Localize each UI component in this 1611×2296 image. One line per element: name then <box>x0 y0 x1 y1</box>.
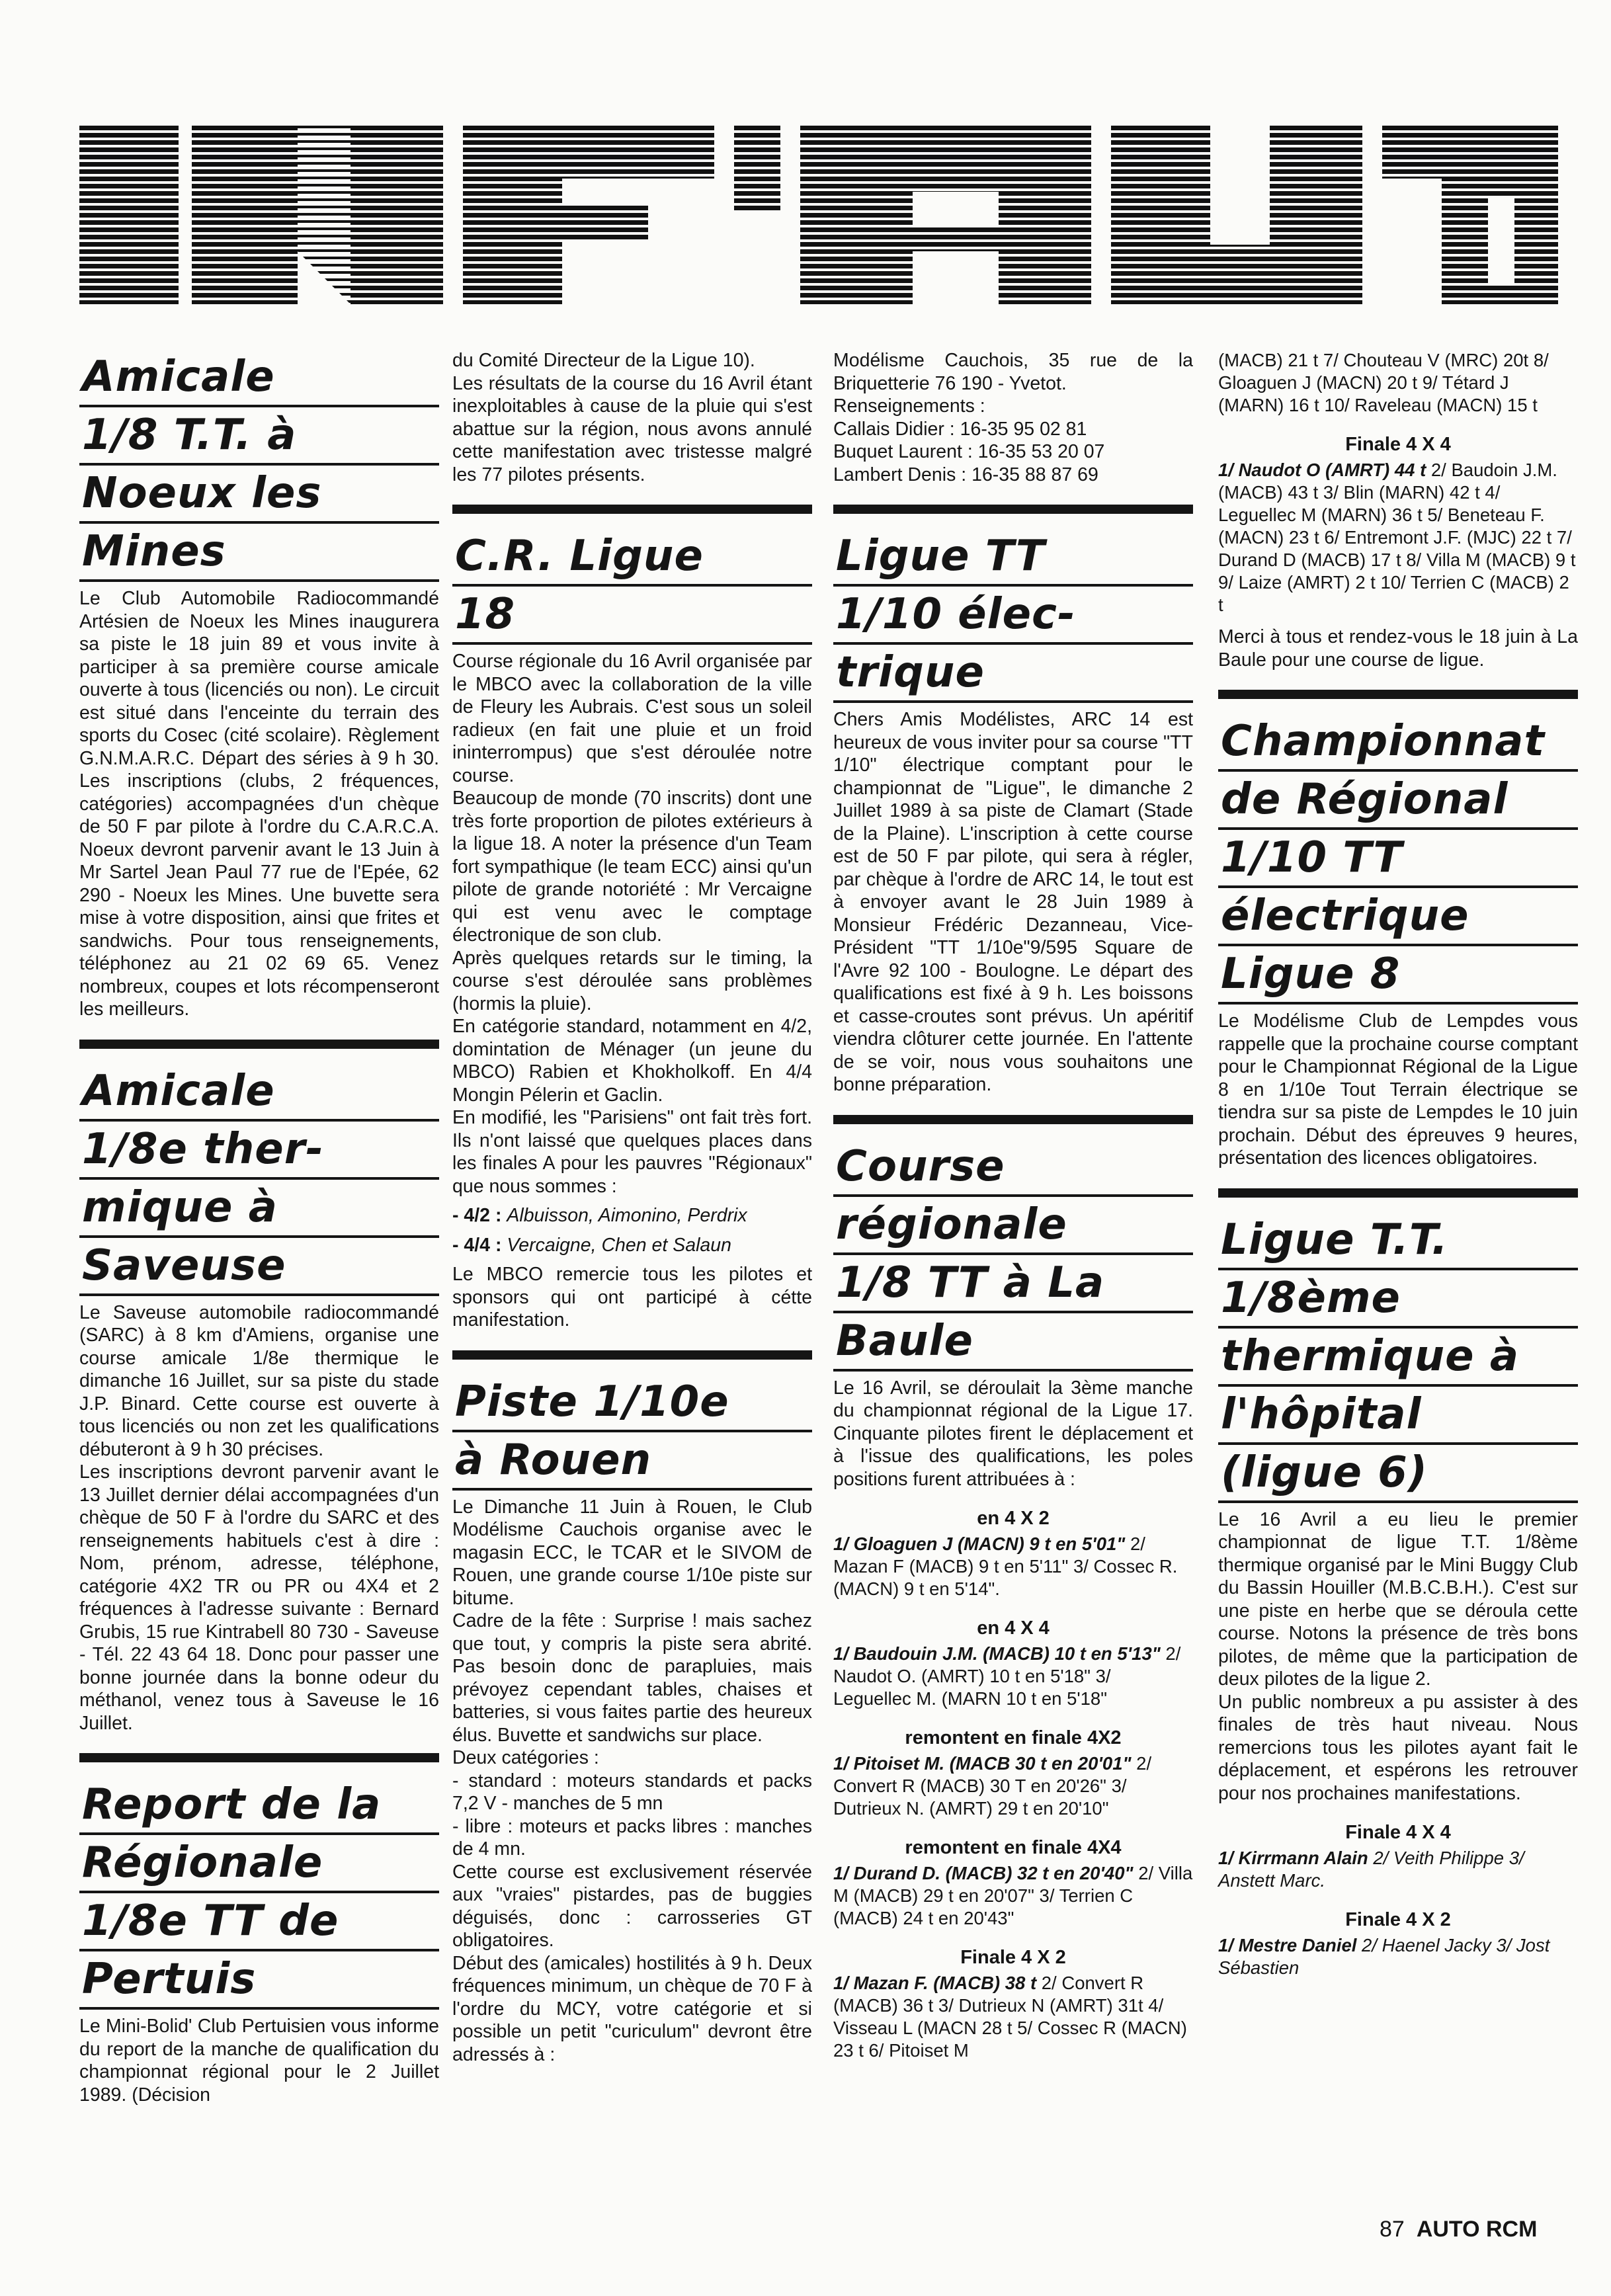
result-line: - 4/4 : Vercaigne, Chen et Salaun <box>452 1234 731 1256</box>
result-line: - 4/2 : Albuisson, Aimonino, Perdrix <box>452 1205 747 1226</box>
section-divider <box>1218 1188 1578 1198</box>
masthead-logo <box>79 126 1558 304</box>
headline-amicale-saveuse: Amicale 1/8e ther- mique à Saveuse <box>79 1063 439 1296</box>
results: 1/ Pitoiset M. (MACB 30 t en 20'01" 2/ Convert R (MACB) 30 T en 20'26" 3/ Dutrieux N. (AMRT) 29 t en 20'10" <box>833 1753 1152 1819</box>
headline-ligue-tt-hopital: Ligue T.T. 1/8ème thermique à l'hôpital (ligue 6) <box>1218 1212 1578 1503</box>
headline-ligue-tt-electrique: Ligue TT 1/10 élec- trique <box>833 528 1193 703</box>
headline-report-pertuis: Report de la Régionale 1/8e TT de Pertuis <box>79 1777 439 2010</box>
page-number: 87 <box>1380 2217 1405 2242</box>
article-body: Merci à tous et rendez-vous le 18 juin à La Baule pour une course de ligue. <box>1218 626 1578 671</box>
results: 1/ Baudouin J.M. (MACB) 10 t en 5'13" 2/ Naudot O. (AMRT) 10 t en 5'18" 3/ Leguellec M. (MARN 10 t en 5'18" <box>833 1643 1181 1709</box>
section-divider <box>79 1753 439 1762</box>
results-continued: (MACB) 21 t 7/ Chouteau V (MRC) 20t 8/ Gloaguen J (MACN) 20 t 9/ Tétard J (MARN) 16 t 10/ Raveleau (MACN) 15 t <box>1218 350 1549 415</box>
results-heading: remontent en finale 4X4 <box>905 1837 1122 1858</box>
section-divider <box>1218 690 1578 699</box>
magazine-name: AUTO RCM <box>1416 2217 1538 2242</box>
results: 1/ Kirrmann Alain 2/ Veith Philippe 3/ Anstett Marc. <box>1218 1848 1524 1891</box>
section-divider <box>452 1350 812 1360</box>
article-body: Le Club Automobile Radiocommandé Artésien de Noeux les Mines inaugurera sa piste le 18 juin 89 et vous invite à participer à sa première course amicale ouverte à tous (licenciés ou non). Le circuit est situé dans l'enceinte du terrain des sports du Cosec (cité scolaire). Règlement G.N.M.A.R.C. Départ des séries à 9 h 30. Les inscriptions (clubs, 2 fréquences, catégories) accompagnées d'un chèque de 50 F par pilote à l'ordre du C.A.R.C.A. Noeux devront parvenir avant le 13 Juin à Mr Sartel Jean Paul 77 rue de l'Epée, 62 290 - Noeux les Mines. Une buvette sera mise à votre disposition, ainsi que frites et sandwichs. Pour tous renseignements, téléphonez au 21 02 69 65. Venez nombreux, coupes et lots récompenseront les meilleurs. <box>79 588 439 1020</box>
results-heading: Finale 4 X 4 <box>1345 434 1451 455</box>
section-divider <box>452 505 812 514</box>
section-divider <box>833 505 1193 514</box>
headline-piste-rouen: Piste 1/10e à Rouen <box>452 1374 812 1491</box>
results-heading: Finale 4 X 2 <box>1345 1909 1451 1930</box>
results: 1/ Naudot O (AMRT) 44 t 2/ Baudoin J.M. (MACB) 43 t 3/ Blin (MARN) 42 t 4/ Leguellec M (MARN) 36 t 5/ Beneteau F. (MACN) 23 t 6/ Entremont J.F. (MJC) 22 t 7/ Durand D (MACB) 17 t 8/ Villa M (MACB) 9 t 9/ Laize (AMRT) 2 t 10/ Terrien C (MACB) 2 t <box>1218 460 1576 615</box>
article-body: Le Saveuse automobile radiocommandé (SARC) à 8 km d'Amiens, organise une course amicale 1/8e thermique le dimanche 16 Juillet, sur sa piste du stade J.P. Binard. Cette course est ouverte à tous licenciés ou non zet les qualifications débuteront à 9 h 30 précises. Les inscriptions devront parvenir avant le 13 Juillet dernier délai accompagnées d'un chèque de 50 F à l'ordre du SARC et des renseignements habituels c'est à dire : Nom, prénom, adresse, téléphone, catégorie 4X2 TR ou PR ou 4X4 et 2 fréquences à l'adresse suivante : Bernard Grubis, 15 rue Kintrabell 80 730 - Saveuse - Tél. 22 43 64 18. Donc pour passer une bonne journée dans la bonne odeur du méthanol, venez tous à Saveuse le 16 Juillet. <box>79 1301 439 1734</box>
results: 1/ Gloaguen J (MACN) 9 t en 5'01" 2/ Mazan F (MACB) 9 t en 5'11" 3/ Cossec R. (MACN) 9 t en 5'14". <box>833 1534 1178 1599</box>
article-body: Le Modélisme Club de Lempdes vous rappelle que la prochaine course comptant pour le Championnat Régional de la Ligue 8 en 1/10e Tout Terrain électrique se tiendra sur sa piste de Lempdes le 10 juin prochain. Début des épreuves 9 heures, présentation des licences obligatoires. <box>1218 1010 1578 1168</box>
headline-course-la-baule: Course régionale 1/8 TT à La Baule <box>833 1139 1193 1372</box>
article-body: Le 16 Avril a eu lieu le premier championnat de ligue T.T. 1/8ème thermique organisé par le Mini Buggy Club du Bassin Houiller (M.B.C.B.H.). C'est sur une piste en herbe que se déroula cette course. Notons la présence de très bons pilotes, de même que la participation de deux pilotes de la ligue 2. Un public nombreux a pu assister à des finales de très haut niveau. Nous remercions tous les pilotes ayant fait le déplacement, et espérons les retrouver pour nos prochaines manifestations. <box>1218 1508 1578 1804</box>
section-divider <box>79 1040 439 1049</box>
results-heading: Finale 4 X 4 <box>1345 1822 1451 1843</box>
results-heading: remontent en finale 4X2 <box>905 1727 1122 1748</box>
results-heading: en 4 X 4 <box>977 1618 1050 1639</box>
article-body-continued: du Comité Directeur de la Ligue 10). Les résultats de la course du 16 Avril étant inexploitables à cause de la pluie qui s'est abattue sur la région, nous avons annulé cette manifestation avec tristesse malgré les 77 pilotes présents. <box>452 350 812 485</box>
article-body: Le Mini-Bolid' Club Pertuisien vous informe du report de la manche de qualification du championnat régional pour le 2 Juillet 1989. (Décision <box>79 2016 439 2106</box>
article-body: Le 16 Avril, se déroulait la 3ème manche du championnat régional de la Ligue 17. Cinquante pilotes firent le déplacement et à l'issue des qualifications, les poles positions furent attribuées à : <box>833 1377 1193 1490</box>
results-heading: Finale 4 X 2 <box>960 1947 1066 1968</box>
column-3 <box>833 349 1193 2071</box>
headline-championnat-ligue-8: Championnat de Régional 1/10 TT électrique Ligue 8 <box>1218 714 1578 1004</box>
results: 1/ Durand D. (MACB) 32 t en 20'40" 2/ Villa M (MACB) 29 t en 20'07" 3/ Terrien C (MACB) 24 t en 20'43" <box>833 1863 1193 1928</box>
headline-cr-ligue-18: C.R. Ligue 18 <box>452 528 812 645</box>
article-body: Chers Amis Modélistes, ARC 14 est heureux de vous inviter pour sa course "TT 1/10" électrique comptant pour le championnat de "Ligue", le dimanche 2 Juillet 1989 à sa piste de Clamart (Stade de la Plaine). L'inscription à cette course est de 50 F par pilote, qui sera à régler, par chèque à l'ordre de ARC 14, le tout est à envoyer avant le 28 Juin 1989 à Monsieur Frédéric Dezanneau, Vice-Président "TT 1/10e"9/595 Square de l'Avre 92 100 - Boulogne. Le départ des qualifications est fixé à 9 h. Les boissons et casse-croutes sont prévus. Un apéritif viendra clôturer cette journée. En l'attente de se voir, nous vous souhaitons une bonne préparation. <box>833 709 1193 1095</box>
article-body-continued: Modélisme Cauchois, 35 rue de la Briquetterie 76 190 - Yvetot. Renseignements : Callais Didier : 16-35 95 02 81 Buquet Laurent : 16-35 53 20 07 Lambert Denis : 16-35 88 87 69 <box>833 350 1193 485</box>
page-footer <box>1380 2217 1537 2242</box>
results: 1/ Mazan F. (MACB) 38 t 2/ Convert R (MACB) 36 t 3/ Dutrieux N (AMRT) 31t 4/ Visseau L (MACN 28 t 5/ Cossec R (MACN) 23 t 6/ Pitoiset M <box>833 1973 1187 2061</box>
column-4 <box>1218 349 1578 1988</box>
results: 1/ Mestre Daniel 2/ Haenel Jacky 3/ Jost Sébastien <box>1218 1935 1550 1978</box>
column-2 <box>452 349 812 2072</box>
column-1 <box>79 349 439 2113</box>
headline-amicale-noeux: Amicale 1/8 T.T. à Noeux les Mines <box>79 349 439 582</box>
article-body: Le Dimanche 11 Juin à Rouen, le Club Modélisme Cauchois organise avec le magasin ECC, le TCAR et le SIVOM de Rouen, une grande course 1/10e piste sur bitume. Cadre de la fête : Surprise ! mais sachez que tout, y compris la piste sera abrité. Pas besoin donc de parapluies, mais prévoyez cependant tables, chaises et batteries, si vous faites partie des heureux élus. Buvette et sandwichs sur place. Deux catégories : - standard : moteurs standards et packs 7,2 V - manches de 5 mn - libre : moteurs et packs libres : manches de 4 mn. Cette course est exclusivement réservée aux "vraies" pistardes, pas de buggies déguisés, donc : carrosseries GT obligatoires. Début des (amicales) hostilités à 9 h. Deux fréquences minimum, un chèque de 70 F à l'ordre du MCY, votre catégorie et si possible un petit "curiculum" devront être adressés à : <box>452 1496 812 2065</box>
article-body: Course régionale du 16 Avril organisée par le MBCO avec la collaboration de la ville de Fleury les Aubrais. C'est sous un soleil radieux (en fait une pluie et un froid ininterrompus) que s'est déroulée notre course. Beaucoup de monde (70 inscrits) dont une très forte proportion de pilotes extérieurs à la ligue 18. A noter la présence d'un Team fort sympathique (le team ECC) ainsi qu'un pilote de grande notoriété : Mr Vercaigne qui est venu avec le comptage électronique de son club. Après quelques retards sur le timing, la course s'est déroulée sans problèmes (hormis la pluie). En catégorie standard, notamment en 4/2, domintation de Ménager (un jeune du MBCO) Rabien et Khokholkoff. En 4/4 Mongin Pélerin et Gaclin. En modifié, les "Parisiens" ont fait très fort. Ils n'ont laissé que quelques places dans les finales A pour les pauvres "Régionaux" que nous sommes : <box>452 651 812 1197</box>
article-body: Le MBCO remercie tous les pilotes et sponsors qui ont participé à cétte manifestation. <box>452 1264 812 1331</box>
section-divider <box>833 1115 1193 1124</box>
results-heading: en 4 X 2 <box>977 1508 1050 1529</box>
